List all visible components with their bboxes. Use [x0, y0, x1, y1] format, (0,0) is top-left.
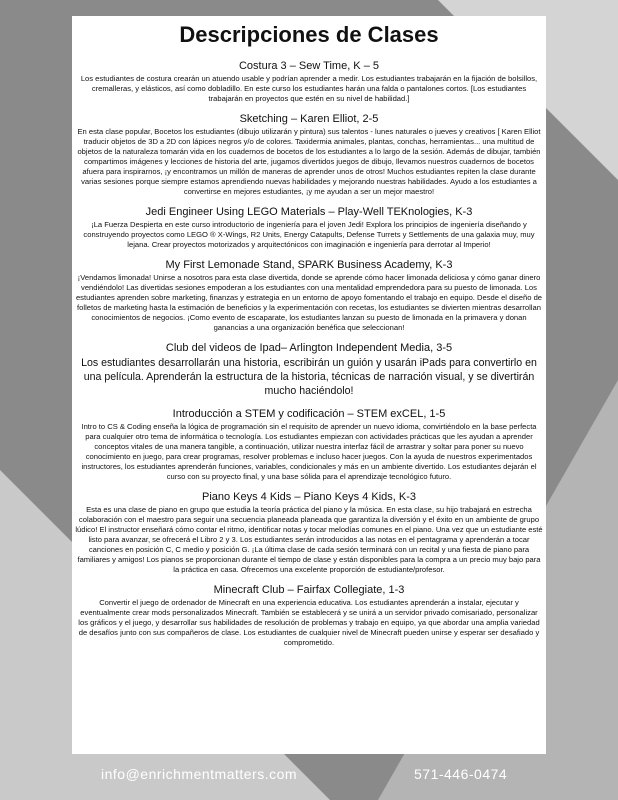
section-description: ¡La Fuerza Despierta en este curso introductorio de ingeniería para el joven Jedi! Explora los principios de ingeniería diseñando y construyendo proyectos como LEGO ® X-Wings, R2 Units, Energy Catapults, Defense Turrets y Settlements de una galaxia muy, muy lejana. Crear proyectos motorizados y arquitectónicos con imaginación e ingeniería para derrotar al Imperio!: [83, 220, 535, 249]
section-description: Convertir el juego de ordenador de Minecraft en una experiencia educativa. Los estudiantes aprenderán a instalar, ejecutar y eventualmente crear mods personalizados Minecraft. También se establecerá y se unirá a un servidor privado comisariado, personalizar los gráficos y el juego, y desarrollar sus habilidades de resolución de problemas y trabajo en equipo, ya que abordar una amplia variedad de desafíos junto con sus compañeros de clase. Los estudiantes de cualquier nivel de Minecraft pueden unirse y esperar ser desafiado y comprometido.: [78, 597, 540, 647]
section-stem-coding: [75, 408, 543, 482]
section-title: Introducción a STEM y codificación – STEM exCEL, 1-5: [172, 407, 446, 420]
section-title: Jedi Engineer Using LEGO Materials – Play-Well TEKnologies, K-3: [145, 206, 473, 218]
section-lemonade-stand: [75, 259, 543, 333]
section-title: Sketching – Karen Elliot, 2-5: [239, 113, 379, 125]
section-title: Costura 3 – Sew Time, K – 5: [238, 60, 379, 72]
section-title: Club del videos de Ipad– Arlington Independent Media, 3-5: [165, 342, 453, 354]
contact-phone: 571-446-0474: [414, 766, 508, 782]
section-title: Minecraft Club – Fairfax Collegiate, 1-3: [213, 583, 405, 596]
section-sketching: [75, 113, 543, 197]
page-title: Descripciones de Clases: [179, 22, 439, 47]
section-minecraft-club: [75, 584, 543, 648]
section-costura: [75, 60, 543, 104]
section-description: En esta clase popular, Bocetos los estudiantes (dibujo utilizarán y pintura) sus talentos - lunes naturales o jueves y creativos [ Karen Elliot traducir objetos de 3D a 2D con lápices negros y/o de colores. Taxidermia animales, plantas, conchas, herramientas... una multitud de objetos de la naturaleza tomarán vida en los cuadernos de bocetos de los estudiantes a lo largo de la sesión. Además de dibujar, también compartimos imágenes y lecciones de historia del arte, jugamos divertidos juegos de dibujo, llevamos nuestros cuadernos de bocetos afuera para inspirarnos, ¡y encontramos un millón de maneras de aprender unos de otros! Muchos estudiantes repiten la clase durante varias sesiones porque siempre estamos aprendiendo nuevas habilidades y mejorando nuestras habilidades. Ayudo a los estudiantes a convertirse en mejores estudiantes, ¡y me ayudan a ser un mejor maestro!: [77, 127, 541, 196]
section-piano-keys: [75, 491, 543, 575]
section-ipad-video-club: [75, 342, 543, 399]
section-description: ¡Vendamos limonada! Unirse a nosotros para esta clase divertida, donde se aprende cómo hacer limonada deliciosa y cómo ganar dinero vendiéndolo! Las divertidas sesiones empoderan a los estudiantes con una mentalidad emprendedora para su puesto de limonada. Los estudiantes aprenden sobre marketing, finanzas y estrategia en un entorno de apoyo fomentando el trabajo en equipo. Desde el diseño de folletos de marketing hasta la estimación de beneficios y la experimentación con recetas, los estudiantes se divierten mientras desarrollan conocimientos de negocios. ¡Como evento de escaparate, los estudiantes lanzan su puesto de limonada en la primavera y donan ganancias a una organización benéfica que seleccionan!: [75, 273, 543, 332]
content-card: [72, 16, 546, 754]
section-description: Intro to CS & Coding enseña la lógica de programación sin el requisito de aprender un nuevo idioma, convirtiéndolo en la base perfecta para cualquier otro tema de informática o tecnología. Los estudiantes empiezan con actividades prácticas que les ayudan a aprender conceptos vitales de una manera tangible, a continuación, utilizar nuestra interfaz fácil de arrastrar y soltar para poner su nuevo conocimiento en juego, para crear programas, resolver problemas e incluso hacer juegos. Con la ayuda de nuestros experimentados instructores, los estudiantes aprenderán funciones, variables, condicionales y más en un ambiente divertido. Los estudiantes dejarán el curso con su proyecto final, y una base sólida para el aprendizaje tecnológico futuro.: [81, 421, 537, 481]
section-description: Esta es una clase de piano en grupo que estudia la teoría práctica del piano y la música. En esta clase, su hijo trabajará en estrecha colaboración con el maestro para seguir una secuencia planeada planeada que garantiza la diversión y el éxito en un ambiente de grupo lúdico! El instructor enseñará cómo contar el ritmo, identificar notas y tocar melodías comunes en el piano. Una vez que un estudiante esté listo para avanzar, se ofrecerá el Libro 2 y 3. Los estudiantes serán introducidos a las notas en el pentagrama y aprenderán a tocar canciones en posición C, C medio y posición G. ¡La última clase de cada sesión terminará con un recital y una fiesta de piano para familiares y amigos! Los pianos se proporcionan durante el tiempo de clase y están disponibles para la compra a un precio muy bajo para la práctica en casa. Ofrecemos una excelente proporción de estudiante/profesor.: [75, 504, 543, 574]
section-jedi-engineer: [75, 206, 543, 250]
section-description: Los estudiantes desarrollarán una historia, escribirán un guión y usarán iPads para convertirlo en una película. Aprenderán la estructura de la historia, técnicas de narración visual, y se divertirán mucho haciéndolo!: [81, 357, 537, 398]
section-title: Piano Keys 4 Kids – Piano Keys 4 Kids, K-3: [201, 490, 416, 503]
contact-email: info@enrichmentmatters.com: [101, 766, 298, 782]
section-title: My First Lemonade Stand, SPARK Business Academy, K-3: [165, 259, 453, 271]
section-description: Los estudiantes de costura crearán un atuendo usable y podrían aprender a medir. Los estudiantes trabajarán en la fijación de bolsillos, cremalleras, y elásticos, así como dobladillo. En este curso los estudiantes harán una falda o pantalones cortos. [Los estudiantes trabajarán en proyectos que estén en su nivel de habilidad.]: [80, 74, 538, 103]
footer: [0, 766, 618, 786]
